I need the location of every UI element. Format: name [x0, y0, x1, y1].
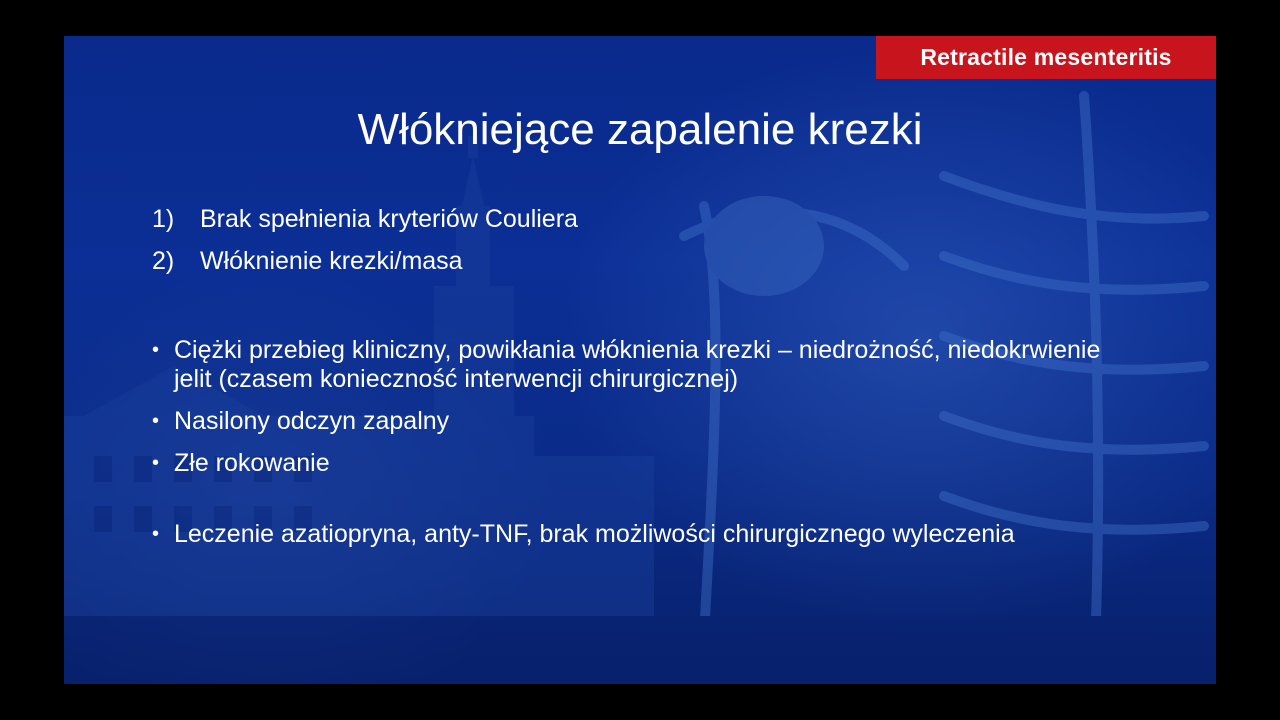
- bullet-item: [152, 520, 1132, 549]
- bullet-text: Nasilony odczyn zapalny: [174, 407, 450, 435]
- bullet-icon: •: [152, 523, 160, 545]
- item-text: Brak spełnienia kryteriów Couliera: [200, 205, 578, 233]
- bullet-item: [152, 336, 1132, 394]
- topic-badge: [876, 36, 1216, 79]
- bullet-icon: •: [152, 452, 160, 474]
- bullet-text: Złe rokowanie: [174, 449, 330, 477]
- bullet-text: Leczenie azatiopryna, anty-TNF, brak możliwości chirurgicznego wyleczenia: [174, 520, 1015, 548]
- numbered-list: [152, 204, 578, 288]
- item-text: Włóknienie krezki/masa: [200, 247, 463, 275]
- topic-badge-label: Retractile mesenteritis: [920, 44, 1172, 70]
- bullet-icon: •: [152, 339, 160, 361]
- bullet-list: [152, 336, 1132, 562]
- bullet-icon: •: [152, 410, 160, 432]
- slide: [64, 36, 1216, 684]
- bullet-text: Ciężki przebieg kliniczny, powikłania włóknienia krezki – niedrożność, niedokrwienie jelit (czasem konieczność interwencji chirurgicznej): [174, 336, 1101, 393]
- slide-title: Włókniejące zapalenie krezki: [357, 105, 923, 154]
- item-number: 1): [152, 205, 175, 233]
- bullet-item: [152, 449, 1132, 478]
- numbered-item: [152, 204, 578, 235]
- numbered-item: [152, 246, 578, 277]
- item-number: 2): [152, 247, 175, 275]
- bullet-item: [152, 407, 1132, 436]
